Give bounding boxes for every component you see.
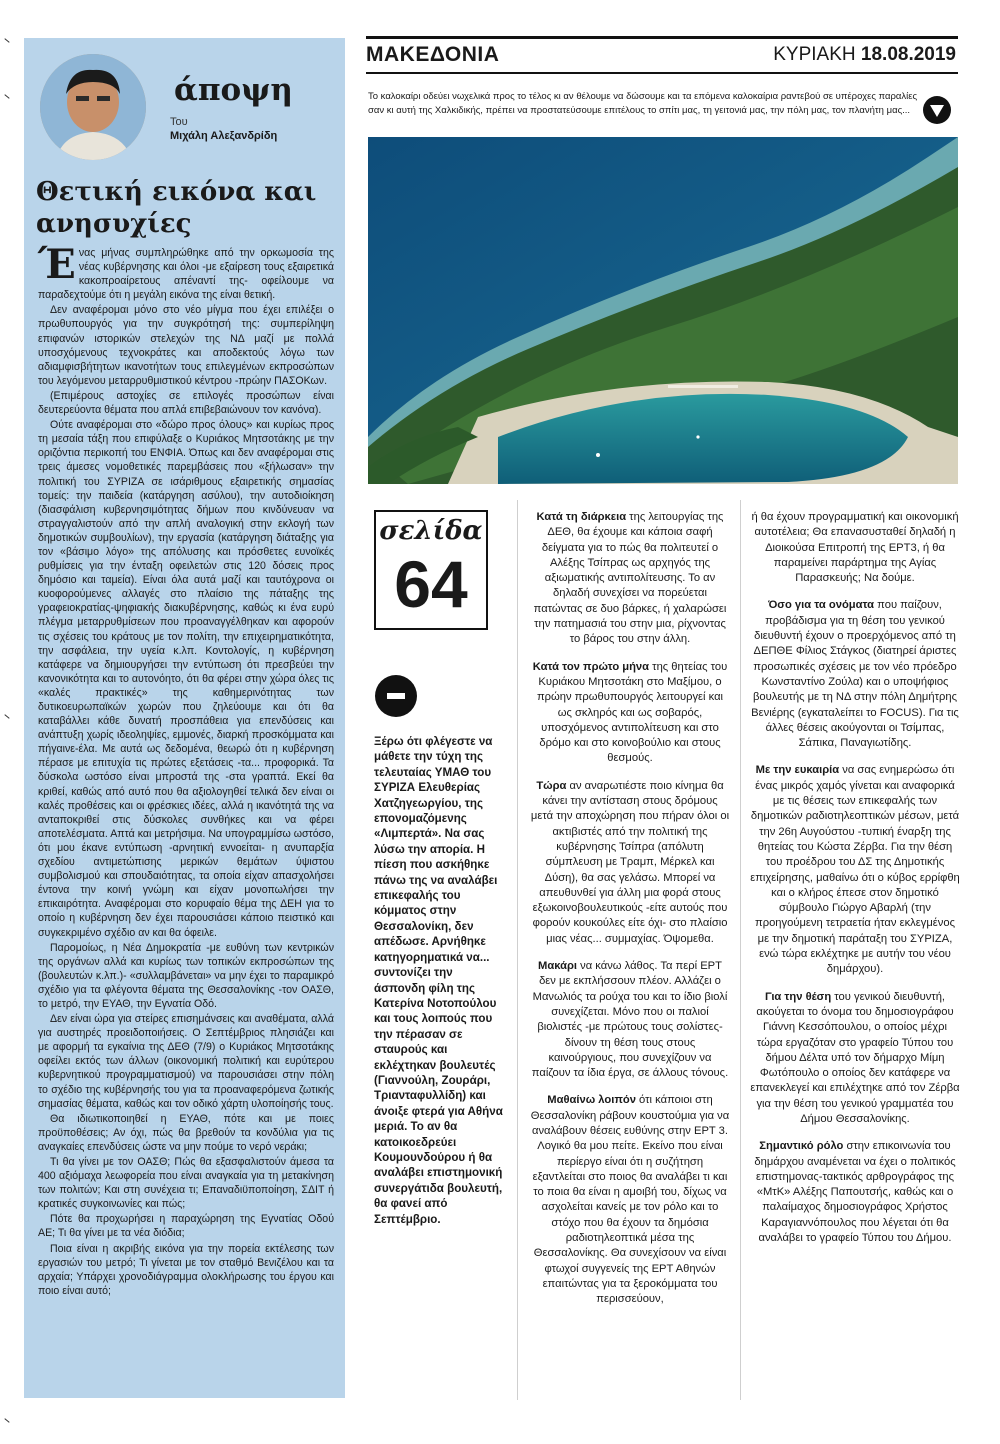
news-item: Κατά τον πρώτο μήνα της θητείας του Κυριάκου Μητσοτάκη στο Μαξίμου, ο πρώην πρωθυπουργός λειτουργεί και ως σκληρός και ως σοβαρός, υποσχόμενος αντιπολίτευση και στο δρόμο και στο κοινοβούλιο και στους θεσμούς.: [532, 660, 728, 765]
news-item: Κατά τη διάρκεια της λειτουργίας της ΔΕΘ, θα έχουμε και κάποια σαφή δείγματα για το πώς θα πολιτευτεί ο Αλέξης Τσίπρας ως αρχηγός της αξιωματικής αντιπολίτευσης. Το αν δηλαδή συνεχίσει να πορεύεται πατώντας σε δυο βάρκες, ή χαλαρώσει την πατημασιά του στην μια, ρίχνοντας το βάρος του στην άλλη.: [533, 511, 727, 646]
newspaper-name: ΜΑΚΕΔΟΝΙΑ: [366, 43, 500, 66]
article-paragraph: Ένας μήνας συμπληρώθηκε από την ορκωμοσία της νέας κυβέρνησης και όλοι -με εξαίρεση τους εξαιρετικά κακοπροαίρετους απέναντί της- οφείλουμε να παραδεχτούμε ότι η μεγάλη εικόνα της είναι θετική.: [38, 241, 334, 302]
article-paragraph: (Επιμέρους αστοχίες σε επιλογές προσώπων είναι δευτερεύοντα θέματα που απλά επιβεβαιώνουν τον κανόνα).: [38, 389, 334, 417]
news-item: Μακάρι να κάνω λάθος. Τα περί ΕΡΤ δεν με εκπλήσσουν πλέον. Αλλάζει ο Μανωλιός τα ρούχα του και το ίδιο βιολί συνεχίζεται. Μόνο που οι παλιοί βιολιστές -με πρώτους τους σολίστες- δίνουν τη θέση τους στους καινούργιους, που συνεχίζουν να παίζουν τα ίδια έργα, σε άλλους τόνους.: [531, 960, 729, 1080]
byline-prefix: Του: [170, 116, 188, 128]
minus-icon: [374, 674, 418, 718]
news-item: ή θα έχουν προγραμματική και οικονομική αυτοτέλεια; Θα επανασυσταθεί δηλαδή η Διοικούσα Επιτροπή της ΕΡΤ3, ή θα παραμείνει παράρτημα της Αγίας Παρασκευής; Να δούμε.: [751, 511, 959, 585]
article-paragraph: Πότε θα προχωρήσει η παραχώρηση της Εγνατίας Οδού ΑΕ; Τι θα γίνει με τα νέα διόδια;: [38, 1213, 334, 1240]
column-divider: [740, 500, 741, 1400]
bold-column: Ξέρω ότι φλέγεστε να μάθετε την τύχη της τελευταίας ΥΜΑΘ του ΣΥΡΙΖΑ Ελευθερίας Χατζηγεωργίου, της επονομαζόμενης «Λιμπερτά». Να σας λύσω την απορία. Η πίεση που ασκήθηκε πάνω της να αναλάβει επικεφαλής του κόμματος στην Θεσσαλονίκη, δεν απέδωσε. Αρνήθηκε κατηγορηματικά να... συντονίζει την άσπονδη φίλη της Κατερίνα Νοτοπούλου και τους λοιπούς που την πέρασαν σε σταυρούς και εκλέχτηκαν βουλευτές (Γιαννούλη, Ζουράρι, Τριανταφυλλίδη) και άνοιξε φτερά για Αθήνα μεριά. Το αν θα κατοικοεδρεύει Κουμουνδούρου ή θα αναλάβει επιστημονική συνεργάτιδα βουλευτή, θα φανεί από Σεπτέμβριο.: [374, 735, 503, 1226]
article-title: Θετική εικόνα και ανησυχίες: [36, 177, 317, 239]
article-paragraph: Ποια είναι η ακριβής εικόνα για την πορεία εκτέλεσης των εργασιών του μετρό; Τι γίνεται με τον σταθμό Βενιζέλου και τα αρχαία; Υπάρχει χρονοδιάγραμμα ολοκλήρωσης του έργου και ποιο είναι αυτό;: [38, 1242, 334, 1297]
article-paragraph: Τι θα γίνει με τον ΟΑΣΘ; Πώς θα εξασφαλιστούν άμεσα τα 400 αξιόμαχα λεωφορεία που είναι αναγκαία για τη μετακίνηση των πολιτών; Και στη συνέχεια τι; Επαναδιϋποποίηση, ΣΔΙΤ ή κρατικές συγκοινωνίες και πώς;: [38, 1156, 334, 1211]
header-rule: [366, 36, 958, 39]
beach-photo: [368, 137, 958, 484]
author-name: Μιχάλη Αλεξανδρίδη: [170, 130, 278, 142]
news-item: Τώρα αν αναρωτιέστε ποιο κίνημα θα κάνει την αντίσταση στους δρόμους μετά την αποχώρηση που πήραν όλοι οι ακτιβιστές από την πολιτική της κυβέρνησης Τσίπρα (απόλυτη σύμπλευση με Τραμπ, Μέρκελ και Δύση), θα σας γελάσω. Μπορεί να απευθυνθεί για άλλη μια φορά στους εξωκοινοβουλευτικούς -είτε αυτούς που φορούν κουκούλες είτε όχι- στο πλαίσιο μιας νέας... συμμαχίας. Όψομεθα.: [530, 779, 730, 945]
article-paragraph: Θα ιδιωτικοποιηθεί η ΕΥΑΘ, πότε και με ποιες προϋποθέσεις; Αν όχι, πώς θα βρεθούν τα κονδύλια για τις αναγκαίες επενδύσεις ώστε να μην πούμε το νερό νεράκι;: [38, 1112, 334, 1153]
news-item: Όσο για τα ονόματα που παίζουν, προβάδισμα για τη θέση του γενικού διευθυντή έχουν ο προερχόμενος από τη ΔΕΠΘΕ Φίλιος Στάγκος (διατηρεί άριστες προσωπικές σχέσεις με τον νέο πρόεδρο Κωνσταντίνο Ζούλα) και ο υποψήφιος βουλευτής με τη ΝΔ στην πόλη Δημήτρης Βενιέρης (εγκαταλείπει το FOCUS). Για τις άλλες θέσεις ακούγονται οι Τσίμπας, Σάπικα, Παναγιωτίδης.: [751, 599, 959, 750]
author-photo: [40, 54, 146, 160]
article-paragraph: Ούτε αναφέρομαι στο «δώρο προς όλους» και κυρίως προς τη μεσαία τάξη που επιφύλαξε ο Κυριάκος Μητσοτάκης με την οριζόντια περικοπή του ΕΝΦΙΑ. Όπως και δεν αναφέρομαι στις τρεις άμεσες νομοθετικές παρεμβάσεις που «ξήλωσαν» την πολιτική του ΣΥΡΙΖΑ σε ισάριθμους εξαιρετικής σημασίας τομείς: την παιδεία (κατάργηση ασύλου), την αυτοδιοίκηση (διασφάλιση κυβερνησιμότητας δήμων που κινδύνευαν να στραγγαλιστούν από την απλή αναλογική στην εκλογή των δημοτικών συμβουλίων), την εργασία (κατάργηση διάταξης για τον «βάσιμο λόγο» της απόλυσης και πρόσθετες ευνοϊκές ρυθμίσεις για την ένταξη οφειλετών στις 120 δόσεις προς δημόσιο και ταμεία). Είναι όλα αυτά μαζί και ταυτόχρονα οι κυοφορούμενες αλλαγές στο πλαίσιο της πάταξης της γραφειοκρατίας-ψηφιακής διακυβέρνησης, καθώς κι ένα ευρύ πλέγμα μεταρρυθμίσεων που προαναγγέλθηκαν και αφορούν τις σχέσεις του κράτους με τον πολίτη, την επιχειρηματικότητα, την ασφάλεια, την υγεία κ.λπ. Κοντολογίς, η κυβέρνηση κατάφερε να δημιουργήσει την εντύπωση ότι πρεσβεύει την κανονικότητα και το αυτονόητο, ότι θα φέρει στην χώρα όλες τις «καλές πρακτικές» της καθημερινότητας των δυτικοευρωπαϊκών χωρών που ζηλεύουμε και ότι θα καταβάλλει κάθε δυνατή προσπάθεια για επενδύσεις και ανάπτυξη χωρίς ιδεοληψίες, εμμονές, διαρκή προσκόμματα και πήγαινε-έλα. Με αυτά ως δεδομένα, θεωρώ ότι η κυβέρνηση πέρασε με επιτυχία τις πρώτες εξετάσεις -τα... προφορικά. Τα δύσκολα ωστόσο είναι μπροστά της -στα γραπτά. Εκεί θα κριθεί, καθώς από αυτό που θα αξιολογηθεί τελικά δεν είναι οι καλές προθέσεις και οι φρέσκιες ιδέες, αλλά η ικανότητά της να ανταποκριθεί στις δύσκολες συνθήκες και να φέρει αποτελέσματα. Απτά και μετρήσιμα. Να υπογραμμίσω ωστόσο, ότι μου έκανε εντύπωση -αρνητική εννοείται- η ανυπαρξία σχεδίου αντιμετώπισης μερικών θεμάτων ύψιστου συμβολισμού και σπουδαιότητας, τα οποία είχαν απασχολήσει έντονα την κοινή γνώμη και είχαν μονοπωλήσει την επικαιρότητα. Αναφέρομαι στο κορυφαίο θέμα της ΔΕΗ για το οποίο η κυβέρνηση δεν έχει παρουσιάσει κάποιο πειστικό και συγκεκριμένο σχέδιο αν και θα όφειλε.: [38, 419, 334, 939]
article-body: [38, 241, 334, 1299]
news-item: Με την ευκαιρία να σας ενημερώσω ότι ένας μικρός χαμός γίνεται και αναφορικά με τις θέσεις των επικεφαλής των δημοτικών ραδιοτηλεοπτικών μέσων, μετά την 26η Αυγούστου -τυπική έναρξη της θητείας του Κώστα Ζέρβα. Για την θέση του προέδρου του ΔΣ της Δημοτικής επιχείρησης, μαθαίνω ότι ο κύβος ερρίφθη και ο κλήρος έπεσε στον δημοτικό σύμβουλο Γιώργο Αβαρλή (την προηγούμενη τετραετία ήταν εκλεγμένος με την δημοτική παράταξη του ΣΥΡΙΖΑ, ενώ τώρα εκλέχτηκε με αυτήν του νέου δημάρχου).: [750, 764, 960, 976]
header-rule-bottom: [366, 72, 958, 74]
news-column-right: [750, 510, 960, 1258]
article-paragraph: Δεν αναφέρομαι μόνο στο νέο μίγμα που έχει επιλέξει ο πρωθυπουργός για την συγκρότησή της: συμπερίληψη επιφανών ιστορικών στελεχών της ΝΔ μαζί με πολλά υποσχόμενους τεχνοκράτες και αποδεκτούς λόγω των αδιαμφισβήτητων ικανοτήτων τους επιλεγμένων εκπροσώπων του λεγόμενου μεταρρυθμιστικού κέντρου -πρώην ΠΑΣΟΚων.: [38, 304, 334, 387]
opinion-column: [24, 38, 345, 1398]
page-reference-box: [374, 510, 488, 630]
dropcap: Έ: [38, 241, 76, 288]
down-arrow-icon: [922, 95, 952, 125]
photo-caption: Το καλοκαίρι οδεύει νωχελικά προς το τέλος κι αν θέλουμε να δώσουμε και τα επόμενα καλοκαίρια ραντεβού σε υπέροχες παραλίες σαν κι αυτή της Χαλκιδικής, πρέπει να προστατεύσουμε επιτέλους το σπίτι μας, τη γειτονιά μας, την πόλη μας, τον πλανήτη μας...: [368, 91, 918, 116]
news-item: Σημαντικό ρόλο στην επικοινωνία του δημάρχου αναμένεται να έχει ο πολιτικός επιστημονας-τακτικός αρθρογράφος της «ΜτΚ» Αλέξης Παπουτσής, καθώς και ο παλαίμαχος δημοσιογράφος Χρήστος Καραγιαννόπουλος που λέγεται ότι θα αναλάβει το γραφείο Τύπου του Δήμου.: [754, 1140, 956, 1245]
column-divider: [517, 500, 518, 1400]
news-item: Για την θέση του γενικού διευθυντή, ακούγεται το όνομα του δημοσιογράφου Γιάννη Κεσσόπουλου, ο οποίος μέχρι τώρα εργαζόταν στο γραφείο Τύπου του δήμου Δέλτα υπό τον δήμαρχο Μίμη Φωτόπουλο ο οποίος δεν κατάφερε να επανεκλεγεί και επιλέχτηκε από τον Ζέρβα για την θέση του γενικού γραμματέα του Δήμου Θεσσαλονίκης.: [750, 990, 960, 1125]
issue-date: ΚΥΡΙΑΚΗ 18.08.2019: [773, 44, 956, 65]
article-paragraph: Δεν είναι ώρα για στείρες επισημάνσεις και αναθέματα, αλλά για αυστηρές προειδοποιήσεις. Ο Σεπτέμβριος πλησιάζει και με αφορμή τα εγκαίνια της ΔΕΘ (7/9) ο Κυριάκος Μητσοτάκης οφείλει εκτός των άλλων (οικονομική πολιτική και ευρύτερου κυβερνητικού προγραμματισμού) να παρουσιάσει στην πόλη το σχέδιο της κυβέρνησής του για τα προαναφερόμενα ζωτικής σημασίας θέματα, καθώς και τον οδικό χάρτη υλοποίησής τους.: [38, 1013, 334, 1110]
article-paragraph: Παρομοίως, η Νέα Δημοκρατία -με ευθύνη των κεντρικών της οργάνων αλλά και κυρίως των τοπικών εκπροσώπων της (βουλευτών κ.λπ.)- «συλλαμβάνεται» να μην έχει το παραμικρό σχέδιο για τα φλέγοντα θέματα της Θεσσαλονίκης -τον ΟΑΣΘ, το μετρό, την ΕΥΑΘ, την Εγνατία Οδό.: [38, 941, 334, 1010]
news-item: Μαθαίνω λοιπόν ότι κάποιοι στη Θεσσαλονίκη ράβουν κουστούμια για να αναλάβουν θέσεις ευθύνης στην ΕΡΤ 3. Λογικό θα μου πείτε. Εκείνο που είναι περίεργο είναι ότι η συζήτηση εξαντλείται στο ποιος θα αναλάβει τι και το ποια θα είναι η αμοιβή του, δίχως να ασχολείται κανείς με τον ρόλο και το στόχο που θα έχουν τα δημόσια ραδιοτηλεοπτικά μέσα της Θεσσαλονίκης. Θα συνεχίσουν να είναι φτωχοί συγγενείς της ΕΡΤ Αθηνών επαιτώντας για τα ξεροκόμματα του περισσεύουν,: [530, 1094, 730, 1306]
news-column-middle: [530, 510, 730, 1320]
page-number: 64: [394, 547, 468, 621]
page-word: σελίδα: [379, 516, 483, 546]
section-label: άποψη: [174, 72, 293, 108]
